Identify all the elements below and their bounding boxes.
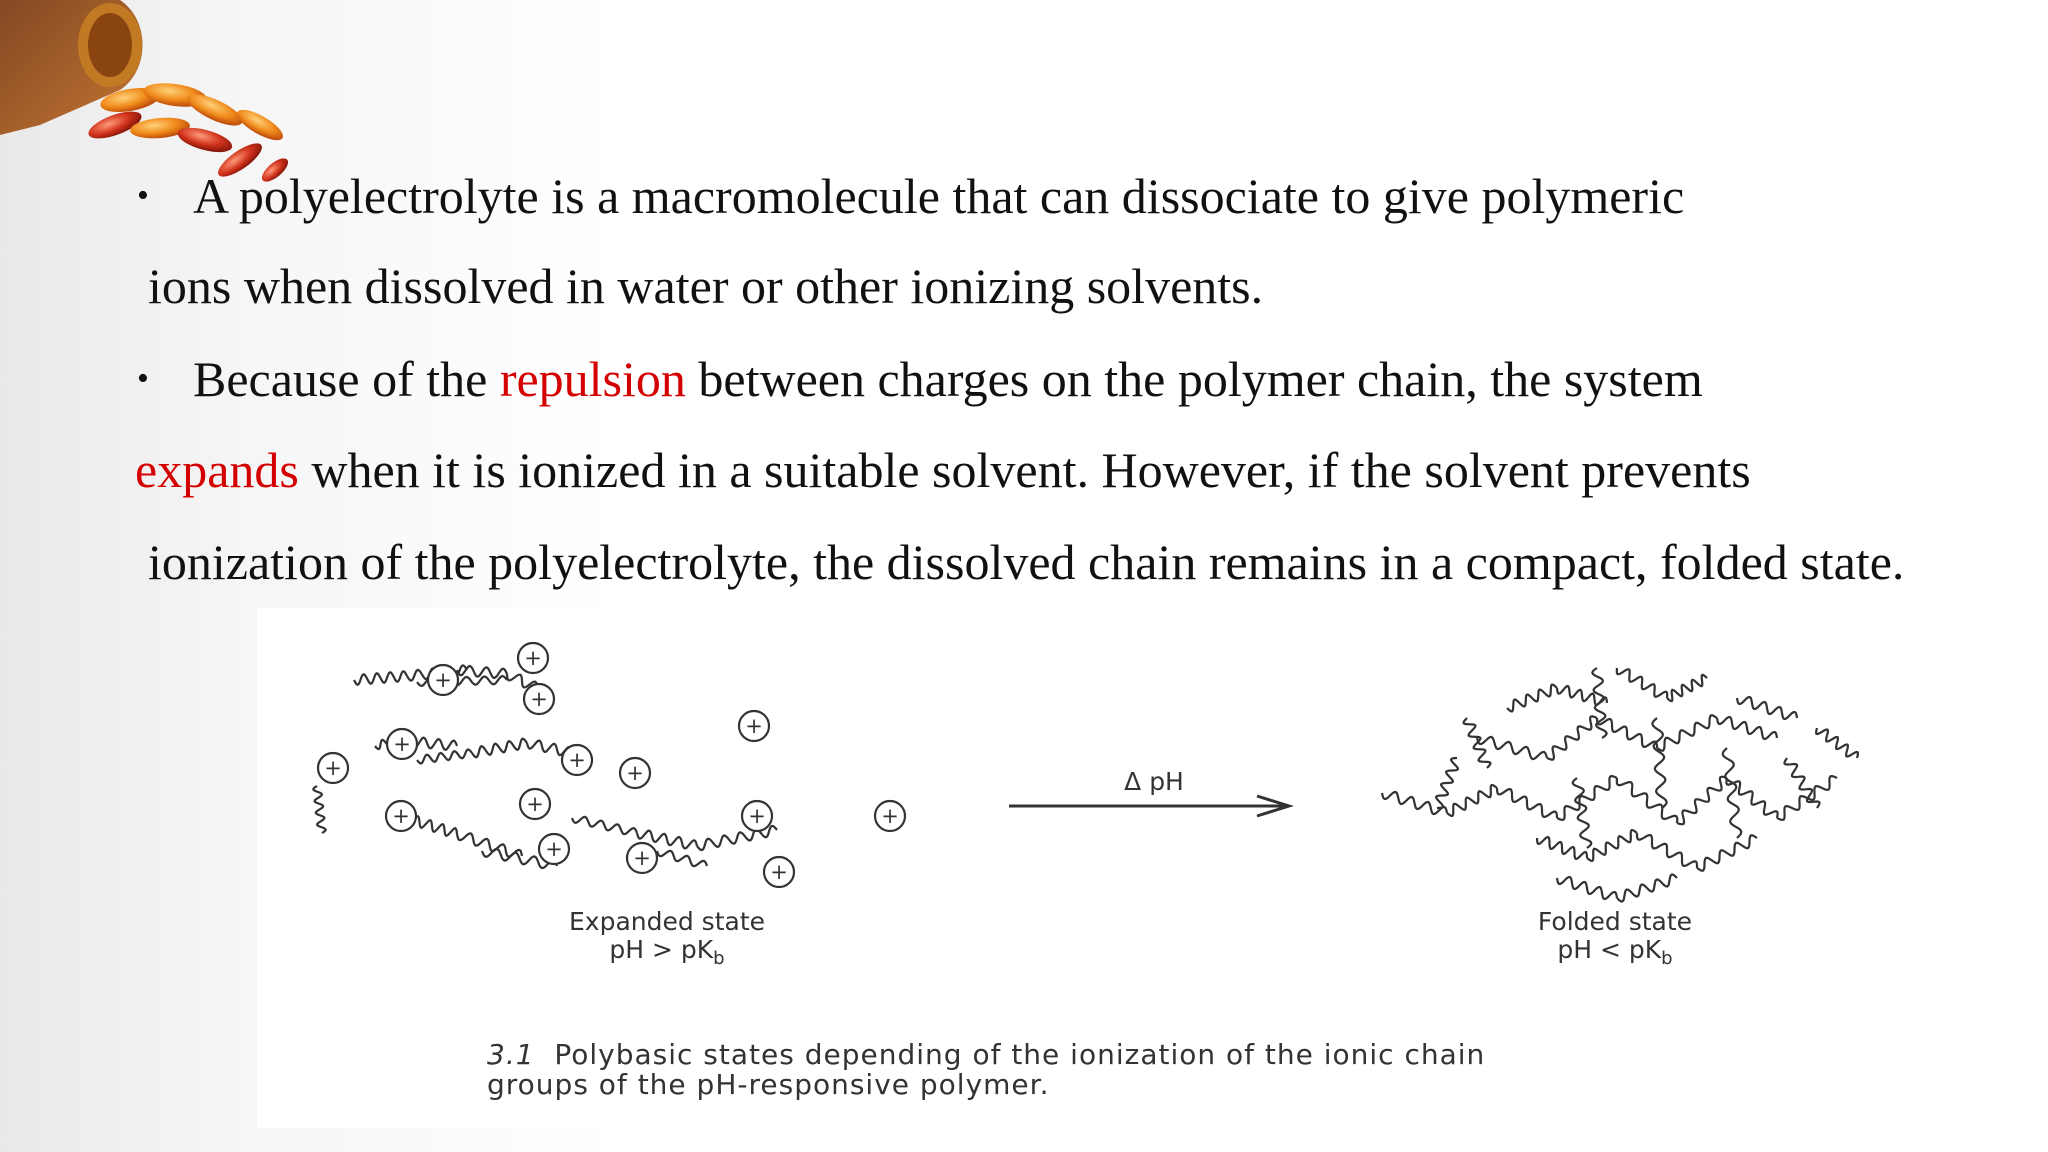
folded-polymer-chain <box>1652 718 1666 808</box>
folded-polymer-chain <box>1537 837 1587 859</box>
bullet-1-line-2 <box>148 256 1263 316</box>
bullet-marker-1: • <box>137 177 149 214</box>
charge-symbol: + <box>626 761 644 785</box>
expanded-state-label <box>517 908 817 973</box>
charge-symbol: + <box>434 668 452 692</box>
caption-number: 3.1 <box>487 1038 535 1071</box>
folded-condition-text: pH < pK <box>1557 935 1662 964</box>
folded-polymer-chain <box>1617 875 1677 902</box>
folded-polymer-chain <box>1497 788 1557 818</box>
charge-symbol: + <box>568 748 586 772</box>
positive-charge-icon <box>386 801 416 831</box>
arrow-label <box>1079 768 1229 796</box>
folded-polymer-chain <box>1617 668 1667 698</box>
folded-polymer-chain <box>1557 877 1617 899</box>
folded-polymer-chain <box>1573 778 1592 848</box>
positive-charge-icon <box>620 758 650 788</box>
positive-charge-icon <box>518 643 548 673</box>
bullet-2-text-3: ionization of the polyelectrolyte, the dissolved chain remains in a compact, folded state. <box>148 534 1905 590</box>
polymer-chain <box>472 739 527 758</box>
charge-symbol: + <box>530 687 548 711</box>
highlight-expands: expands <box>135 442 299 498</box>
charge-symbol: + <box>770 860 788 884</box>
expanded-condition-text: pH > pK <box>609 935 714 964</box>
folded-polymer-chain <box>1477 737 1547 759</box>
arrow-label-text: Δ pH <box>1124 767 1184 796</box>
bullet-1-text-1: A polyelectrolyte is a macromolecule that can dissociate to give polymeric <box>193 168 1685 224</box>
folded-polymer-chain <box>1816 728 1858 758</box>
folded-polymer-chain <box>1547 716 1597 759</box>
bullet-2-text-1a: Because of the <box>193 351 500 407</box>
folded-polymer-chain <box>1436 758 1458 808</box>
caption-line-1: Polybasic states depending of the ionization of the ionic chain <box>554 1038 1486 1071</box>
folded-state-text: Folded state <box>1537 907 1693 936</box>
positive-charge-icon <box>539 834 569 864</box>
expanded-condition <box>517 936 817 973</box>
folded-state-label <box>1490 908 1740 973</box>
polymer-chain <box>313 786 325 833</box>
charge-symbol: + <box>545 837 563 861</box>
folded-polymer-chain <box>1677 777 1727 825</box>
folded-condition <box>1490 936 1740 973</box>
folded-polymer-chain <box>1697 835 1757 870</box>
folded-polymer-chain <box>1717 717 1777 739</box>
positive-charge-icon <box>562 745 592 775</box>
folded-polymer-chain <box>1557 776 1617 820</box>
charge-symbol: + <box>748 804 766 828</box>
bullet-1-line-1 <box>193 166 1684 226</box>
folded-polymer-chain <box>1657 715 1717 750</box>
polymer-chain <box>657 851 707 866</box>
positive-charge-icon <box>520 789 550 819</box>
bullet-2-line-1 <box>193 349 1703 409</box>
folded-polymer-chain <box>1667 675 1707 701</box>
bullet-2-text-1b: between charges on the polymer chain, the system <box>685 351 1703 407</box>
folded-condition-sub: b <box>1661 948 1673 969</box>
folded-polymer-chain <box>1737 697 1797 719</box>
charge-symbol: + <box>524 646 542 670</box>
bullet-2-line-3 <box>148 532 1904 592</box>
charge-symbol: + <box>324 756 342 780</box>
charge-symbol: + <box>745 714 763 738</box>
folded-polymer-chain <box>1587 830 1637 861</box>
polyelectrolyte-figure <box>257 608 2047 1128</box>
charge-symbol: + <box>393 732 411 756</box>
folded-polymer-chain <box>1507 685 1557 712</box>
positive-charge-icon <box>524 684 554 714</box>
caption-line-2: groups of the pH-responsive polymer. <box>487 1068 1050 1101</box>
bullet-2-line-2 <box>135 440 1751 500</box>
positive-charge-icon <box>739 711 769 741</box>
expanded-state-text: Expanded state <box>568 907 766 936</box>
positive-charge-icon <box>318 753 348 783</box>
charge-symbol: + <box>881 804 899 828</box>
bullet-2-text-2: when it is ionized in a suitable solvent. However, if the solvent prevents <box>298 442 1751 498</box>
bullet-marker-2: • <box>137 360 149 397</box>
charge-symbol: + <box>633 846 651 870</box>
positive-charge-icon <box>387 729 417 759</box>
highlight-repulsion: repulsion <box>499 351 686 407</box>
figure-caption <box>487 1040 1485 1100</box>
charge-symbol: + <box>392 804 410 828</box>
delta-ph-arrow <box>1009 796 1289 816</box>
polymer-chain <box>354 671 407 684</box>
charge-symbol: + <box>526 792 544 816</box>
expanded-condition-sub: b <box>713 948 725 969</box>
positive-charge-icon <box>875 801 905 831</box>
positive-charge-icon <box>742 801 772 831</box>
folded-polymer-chain <box>1637 833 1697 868</box>
positive-charge-icon <box>627 843 657 873</box>
polymer-chain <box>417 750 472 764</box>
folded-polymer-chain <box>1464 718 1491 768</box>
polymer-chain <box>572 817 637 834</box>
positive-charge-icon <box>764 857 794 887</box>
bullet-1-text-2: ions when dissolved in water or other ionizing solvents. <box>148 258 1264 314</box>
folded-polymer-chain <box>1617 778 1678 823</box>
folded-polymer-chain <box>1447 785 1497 816</box>
positive-charge-icon <box>428 665 458 695</box>
